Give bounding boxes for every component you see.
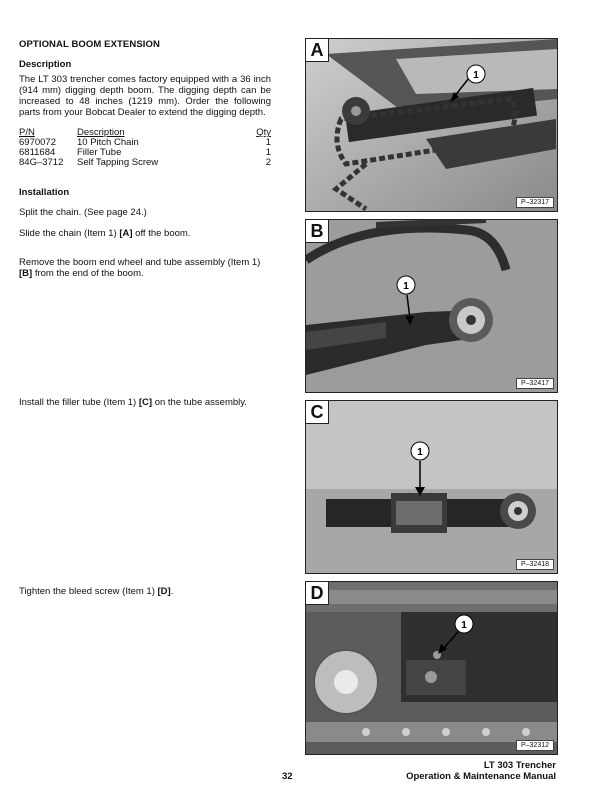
- step-install: [19, 397, 271, 408]
- callout-arrow: [392, 275, 432, 325]
- step-tighten-text: Tighten the bleed screw (Item 1): [19, 586, 158, 597]
- step-install-text-end: on the tube assembly.: [152, 397, 247, 408]
- row-description: 10 Pitch Chain: [77, 137, 139, 148]
- step-slide-text: Slide the chain (Item 1): [19, 228, 120, 239]
- callout-number: 1: [461, 620, 467, 631]
- figure-letter: B: [306, 220, 329, 243]
- photo-number: P–32417: [516, 378, 554, 389]
- step-slide-text-end: off the boom.: [132, 228, 191, 239]
- callout-arrow: [406, 441, 446, 496]
- figure-letter: D: [306, 582, 329, 605]
- figure-a-photo: [306, 39, 557, 211]
- row-pn: 84G–3712: [19, 157, 64, 168]
- row-pn: 6811684: [19, 147, 56, 158]
- figure-letter: C: [306, 401, 329, 424]
- footer-title-line2: Operation & Maintenance Manual: [406, 770, 556, 782]
- description-heading: Description: [19, 59, 72, 70]
- table-row: [19, 158, 271, 168]
- parts-table-header: [19, 128, 271, 138]
- step-remove-text: Remove the boom end wheel and tube assembly (Item 1): [19, 257, 261, 268]
- row-pn: 6970072: [19, 137, 56, 148]
- step-remove-figure-ref: [B]: [19, 268, 33, 279]
- figure-d-photo: [306, 582, 557, 754]
- photo-number: P–32418: [516, 559, 554, 570]
- step-remove-text-end: from the end of the boom.: [32, 268, 144, 279]
- installation-heading: Installation: [19, 187, 70, 198]
- photo-number: P–32312: [516, 740, 554, 751]
- callout-arrow: [434, 612, 484, 657]
- callout-number: 1: [473, 70, 479, 81]
- step-tighten-text-end: .: [170, 586, 174, 597]
- step-tighten: [19, 586, 271, 597]
- step-install-text: Install the filler tube (Item 1): [19, 397, 139, 408]
- header-pn: P/N: [19, 127, 35, 138]
- figure-a: [305, 38, 558, 212]
- callout-arrow: [446, 64, 496, 114]
- step-remove: [19, 257, 271, 279]
- footer-title: [406, 761, 556, 782]
- step-split: Split the chain. (See page 24.): [19, 207, 147, 218]
- step-install-figure-ref: [C]: [138, 397, 153, 408]
- parts-table: [19, 128, 271, 168]
- table-row: [19, 138, 271, 148]
- row-description: Filler Tube: [77, 147, 122, 158]
- header-qty: Qty: [256, 127, 271, 138]
- photo-number: P–32317: [516, 197, 554, 208]
- row-qty: 1: [265, 137, 271, 148]
- row-description: Self Tapping Screw: [77, 157, 159, 168]
- header-description: Description: [77, 127, 125, 138]
- section-heading: OPTIONAL BOOM EXTENSION: [19, 39, 160, 50]
- callout-number: 1: [403, 281, 409, 292]
- step-tighten-figure-ref: [D]: [157, 586, 171, 597]
- figure-c: [305, 400, 558, 574]
- row-qty: 2: [265, 157, 271, 168]
- footer-title-line1: LT 303 Trencher: [483, 760, 556, 771]
- figure-d: [305, 581, 558, 755]
- row-qty: 1: [265, 147, 271, 158]
- figure-letter: A: [306, 39, 329, 62]
- step-slide-figure-ref: [A]: [119, 228, 133, 239]
- page-number: 32: [282, 771, 293, 782]
- step-slide: [19, 228, 271, 239]
- callout-number: 1: [417, 447, 423, 458]
- figure-b: [305, 219, 558, 393]
- description-text: The LT 303 trencher comes factory equipped with a 36 inch (914 mm) digging depth boom. The digging depth can be increased to 48 inches (1219 mm). Order the following parts from your Bobcat Dealer to extend the digging depth.: [19, 74, 271, 118]
